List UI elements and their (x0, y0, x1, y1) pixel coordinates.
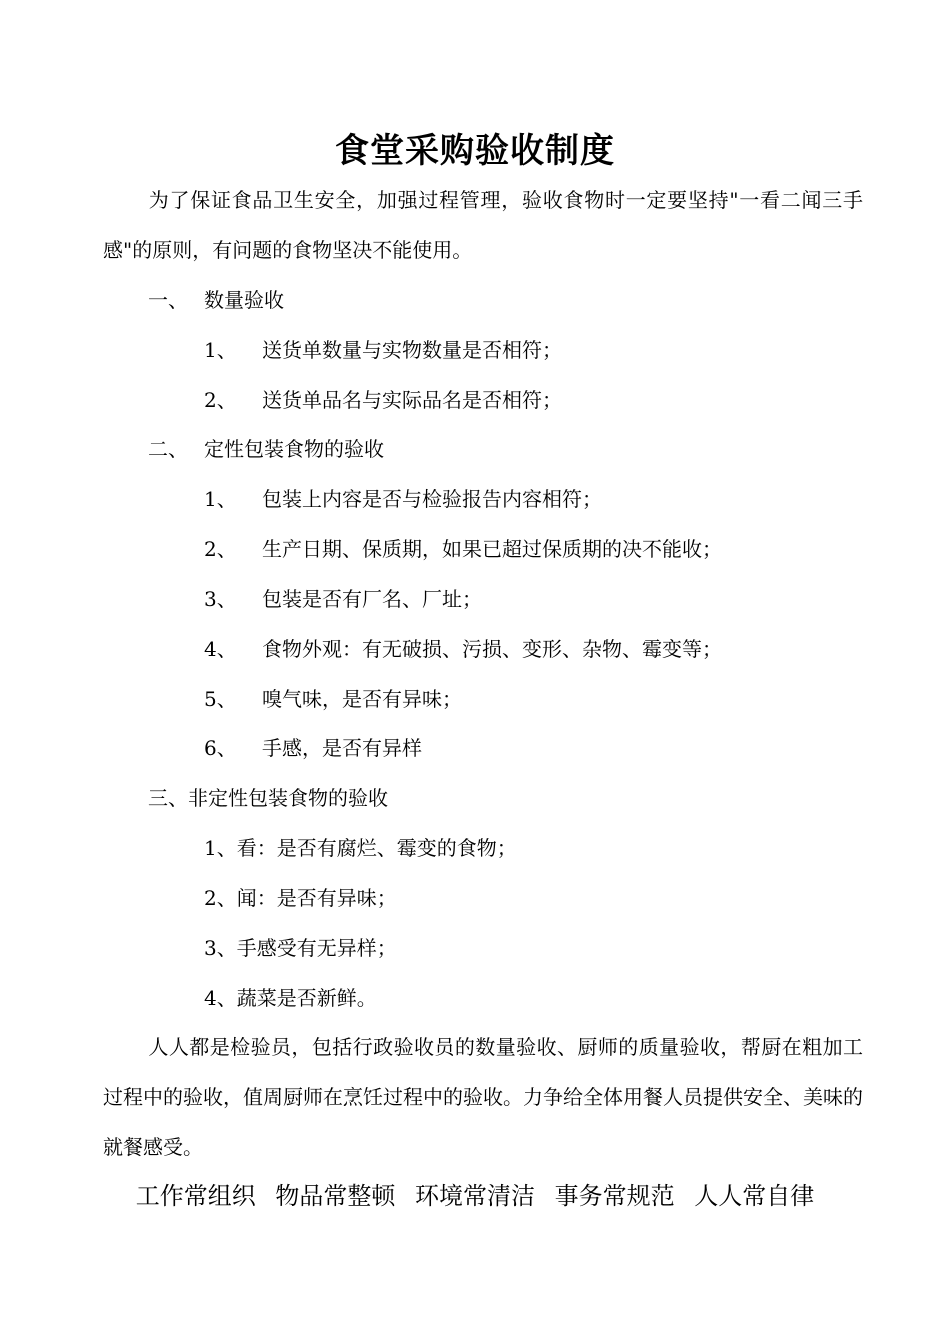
section-3-item: 2、闻：是否有异味； (204, 886, 397, 910)
section-3-item: 3、手感受有无异样； (204, 936, 397, 960)
item-number: 2、 (204, 388, 237, 412)
document-title: 食堂采购验收制度 (335, 131, 615, 171)
item-text: 包装上内容是否与检验报告内容相符； (262, 487, 602, 511)
item-text: 送货单数量与实物数量是否相符； (262, 338, 562, 362)
section-2-number: 二、 (148, 437, 188, 461)
item-number: 4、 (204, 637, 237, 661)
item-text: 生产日期、保质期，如果已超过保质期的决不能收； (262, 537, 722, 561)
section-3-item: 1、看：是否有腐烂、霉变的食物； (204, 836, 517, 860)
section-1-item (204, 385, 562, 415)
item-text: 手感，是否有异样 (262, 736, 422, 760)
section-2-item (204, 584, 482, 614)
item-number: 6、 (204, 736, 237, 760)
item-number: 5、 (204, 687, 237, 711)
slogan-phrase: 人人常自律 (694, 1182, 815, 1210)
section-2-item (204, 634, 722, 664)
slogan-phrase: 事务常规范 (554, 1182, 675, 1210)
intro-text: 为了保证食品卫生安全，加强过程管理，验收食物时一定要坚持"一看二闻三手感"的原则，有问题的食物坚决不能使用。 (103, 188, 863, 262)
section-3-heading: 三、非定性包装食物的验收 (148, 786, 388, 810)
section-2-item (204, 733, 422, 763)
section-1-number: 一、 (148, 288, 188, 312)
section-2-heading (148, 434, 384, 464)
section-1-item (204, 335, 562, 365)
item-text: 嗅气味，是否有异味； (262, 687, 462, 711)
section-2-item (204, 684, 462, 714)
slogan-phrase: 环境常清洁 (415, 1182, 535, 1210)
item-number: 1、 (204, 338, 237, 362)
section-3-item: 4、蔬菜是否新鲜。 (204, 986, 377, 1010)
item-number: 2、 (204, 537, 237, 561)
slogan-phrase: 物品常整顿 (275, 1182, 396, 1210)
slogan-line (0, 1178, 950, 1214)
section-1-heading (148, 285, 284, 315)
closing-paragraph (103, 1022, 863, 1172)
section-2-item (204, 534, 722, 564)
item-text: 食物外观：有无破损、污损、变形、杂物、霉变等； (262, 637, 722, 661)
intro-paragraph (103, 175, 863, 275)
closing-text: 人人都是检验员，包括行政验收员的数量验收、厨师的质量验收，帮厨在粗加工过程中的验收，值周厨师在烹饪过程中的验收。力争给全体用餐人员提供安全、美味的就餐感受。 (103, 1035, 863, 1159)
section-2-item (204, 484, 602, 514)
section-1-title: 数量验收 (204, 288, 284, 312)
item-text: 包装是否有厂名、厂址； (262, 587, 482, 611)
item-text: 送货单品名与实际品名是否相符； (262, 388, 562, 412)
section-2-title: 定性包装食物的验收 (204, 437, 384, 461)
item-number: 3、 (204, 587, 237, 611)
slogan-phrase: 工作常组织 (135, 1182, 256, 1210)
item-number: 1、 (204, 487, 237, 511)
